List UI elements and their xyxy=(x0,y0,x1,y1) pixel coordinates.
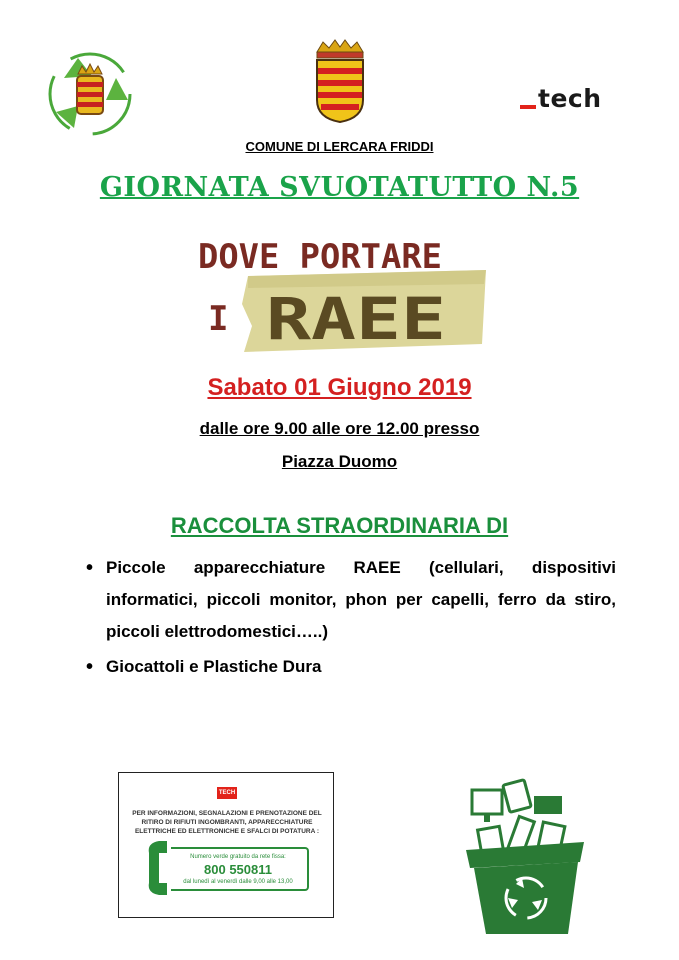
tech-logo xyxy=(520,84,602,113)
info-text: PER INFORMAZIONI, SEGNALAZIONI E PRENOTAZIONE DEL RITIRO DI RIFIUTI INGOMBRANTI, APPARECCHIATURE ELETTRICHE ED ELETTRONICHE E SFALCI DI POTATURA : xyxy=(132,810,322,835)
recycle-bin-icon xyxy=(460,778,590,936)
numero-verde-panel xyxy=(171,847,309,891)
numero-verde-hours: dal lunedì al venerdì dalle 9,00 alle 13,00 xyxy=(183,879,293,885)
tech-badge: TECH xyxy=(217,787,237,799)
municipal-crest-icon xyxy=(313,38,367,124)
event-hours: dalle ore 9.00 alle ore 12.00 presso xyxy=(199,419,480,438)
numero-verde-label: Numero verde gratuito da rete fissa: xyxy=(190,854,286,860)
banner-line2: RAEE xyxy=(266,285,446,353)
page-title: GIORNATA SVUOTATUTTO N.5 xyxy=(99,172,580,203)
phone-icon xyxy=(145,839,173,897)
list-item: • Piccole apparecchiature RAEE (cellulari, dispositivi informatici, piccoli monitor, phon per capelli, ferro da stiro, piccoli elettrodomestici…..) xyxy=(84,552,616,648)
recycle-logo-icon xyxy=(44,48,136,140)
raee-banner xyxy=(186,226,486,356)
tech-logo-text: tech xyxy=(538,84,602,113)
info-box xyxy=(118,772,334,918)
numero-verde-number: 800 550811 xyxy=(204,862,272,877)
collection-heading: RACCOLTA STRAORDINARIA DI xyxy=(170,513,509,538)
event-place: Piazza Duomo xyxy=(281,452,398,471)
comune-heading: COMUNE DI LERCARA FRIDDI xyxy=(245,139,434,154)
list-item: • Giocattoli e Plastiche Dura xyxy=(84,651,616,683)
collection-list xyxy=(84,552,616,686)
tech-logo-dash xyxy=(520,105,536,109)
banner-line1: DOVE PORTARE xyxy=(198,237,442,277)
event-date: Sabato 01 Giugno 2019 xyxy=(207,374,472,401)
banner-line2-prefix: I xyxy=(208,299,229,339)
